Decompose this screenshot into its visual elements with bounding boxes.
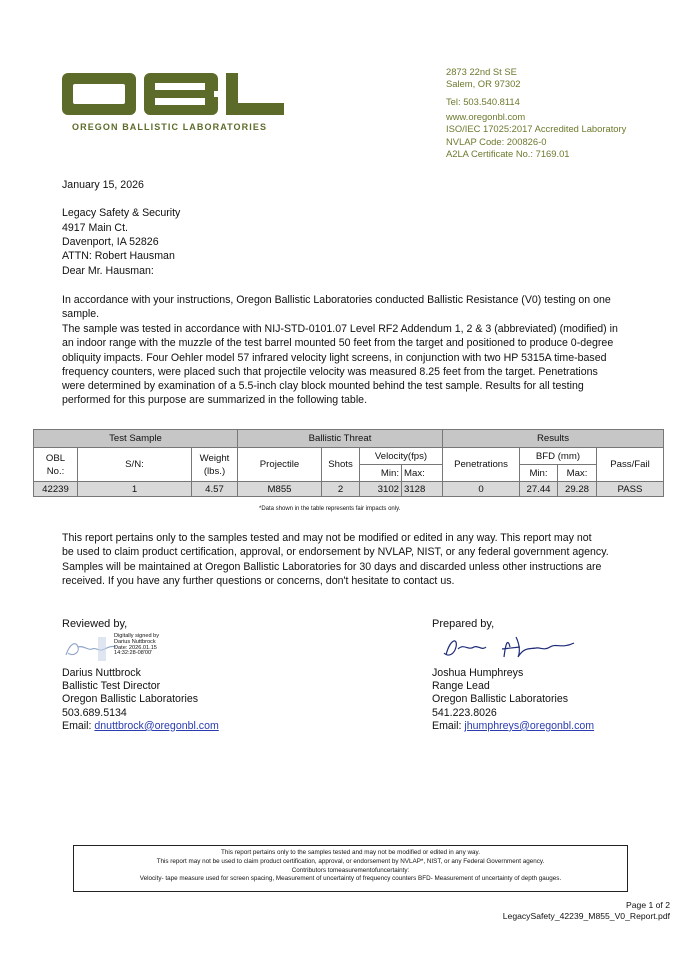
reviewer-digital-signature: Digitally signed by Darius Nuttbrock Date: 2026.01.15 14:32:28-08'00' xyxy=(114,633,160,657)
recipient-city: Davenport, IA 52826 xyxy=(62,236,159,248)
contact-street: 2873 22nd St SE xyxy=(446,66,517,77)
group-ballistic-threat: Ballistic Threat xyxy=(238,430,443,448)
method-line: frequency counters, were placed such that projectile velocity was measured 8.25 feet from the target. Penetrations xyxy=(62,365,598,378)
results-table xyxy=(33,429,664,497)
cell-velocity-max: 3128 xyxy=(402,482,443,497)
reviewer-block xyxy=(62,667,219,733)
cell-obl: 42239 xyxy=(34,482,78,497)
method-line: performed for this purpose are summarized in the following table. xyxy=(62,394,368,407)
salutation: Dear Mr. Hausman: xyxy=(62,265,154,277)
cell-bfd-min: 27.44 xyxy=(520,482,558,497)
header-weight: Weight (lbs.) xyxy=(192,448,238,482)
cell-velocity-min: 3102 xyxy=(360,482,402,497)
letter-date: January 15, 2026 xyxy=(62,179,144,191)
footer-line: Contributors tomeasurementofuncertainty: xyxy=(291,866,410,874)
page-footer xyxy=(503,900,670,922)
intro-line: sample. xyxy=(62,308,100,321)
closing-line: be used to claim product certification, approval, or endorsement by NVLAP, NIST, or any federal government agency. xyxy=(62,546,609,559)
preparer-block xyxy=(432,667,594,733)
header-obl: OBL No.: xyxy=(34,448,78,482)
contact-nvlap: NVLAP Code: 200826-0 xyxy=(446,136,547,147)
header-velocity-min: Min: xyxy=(360,465,402,482)
recipient-street: 4917 Main Ct. xyxy=(62,222,128,234)
header-projectile: Projectile xyxy=(238,448,322,482)
cell-penetrations: 0 xyxy=(443,482,520,497)
header-penetrations: Penetrations xyxy=(443,448,520,482)
preparer-signature xyxy=(440,633,580,663)
contact-tel: Tel: 503.540.8114 xyxy=(446,96,520,107)
table-header-row-1 xyxy=(34,448,664,465)
header-bfd-max: Max: xyxy=(558,465,597,482)
cell-weight: 4.57 xyxy=(192,482,238,497)
contact-city: Salem, OR 97302 xyxy=(446,78,521,89)
reviewer-title: Ballistic Test Director xyxy=(62,680,161,693)
method-line: The sample was tested in accordance with NIJ-STD-0101.07 Level RF2 Addendum 1, 2 & 3 (abbreviated) (modified) in xyxy=(62,323,618,335)
reviewer-email-link[interactable]: dnuttbrock@oregonbl.com xyxy=(94,719,219,732)
preparer-email-line: Email: jhumphreys@oregonbl.com xyxy=(432,719,595,732)
reviewer-signature xyxy=(62,635,122,663)
header-bfd: BFD (mm) xyxy=(520,448,597,465)
header-bfd-min: Min: xyxy=(520,465,558,482)
logo-letter-b xyxy=(144,73,220,115)
cell-result: PASS xyxy=(597,482,664,497)
preparer-name: Joshua Humphreys xyxy=(432,667,524,679)
header-velocity: Velocity(fps) xyxy=(360,448,443,465)
table-row xyxy=(34,482,664,497)
intro-paragraph xyxy=(62,293,642,322)
header-velocity-max: Max: xyxy=(402,465,443,482)
logo-tagline: OREGON BALLISTIC LABORATORIES xyxy=(72,122,268,132)
closing-paragraph xyxy=(62,531,642,588)
preparer-phone: 541.223.8026 xyxy=(432,706,497,719)
cell-shots: 2 xyxy=(322,482,360,497)
cell-sn: 1 xyxy=(78,482,192,497)
header-pass-fail: Pass/Fail xyxy=(597,448,664,482)
recipient-attn: ATTN: Robert Hausman xyxy=(62,250,175,262)
contact-accreditation: ISO/IEC 17025:2017 Accredited Laboratory xyxy=(446,123,627,134)
preparer-heading: Prepared by, xyxy=(432,618,495,630)
closing-line: This report pertains only to the samples tested and may not be modified or edited in any way. This report may not xyxy=(62,532,592,544)
method-paragraph xyxy=(62,322,642,408)
closing-line: Samples will be maintained at Oregon Ballistic Laboratories for 30 days and discarded unless other instructions are xyxy=(62,560,602,573)
closing-line: received. If you have any further questions or concerns, don't hesitate to contact us. xyxy=(62,574,455,587)
table-group-row xyxy=(34,430,664,448)
logo-letter-l xyxy=(226,73,284,115)
contact-a2la: A2LA Certificate No.: 7169.01 xyxy=(446,148,570,159)
method-line: obliquity impacts. Four Oehler model 57 infrared velocity light screens, in conjunction with two HP 5315A time-based xyxy=(62,351,607,364)
method-line: were determined by examination of a 5.5-inch clay block mounted behind the test sample. Results for all testing xyxy=(62,380,584,393)
group-test-sample: Test Sample xyxy=(34,430,238,448)
reviewer-heading: Reviewed by, xyxy=(62,618,128,630)
recipient-company: Legacy Safety & Security xyxy=(62,207,181,219)
preparer-email-link[interactable]: jhumphreys@oregonbl.com xyxy=(464,719,595,732)
footer-line: This report may not be used to claim product certification, approval, or endorsement by NVLAP*, NIST, or any Federal Government agency. xyxy=(156,857,545,865)
group-results: Results xyxy=(443,430,664,448)
page-number: Page 1 of 2 xyxy=(626,900,670,910)
footer-line: Velocity- tape measure used for screen spacing, Measurement of uncertainty of frequency counters BFD- Measurement of uncertainty of depth gauges. xyxy=(139,875,562,883)
footer-disclaimer-box xyxy=(73,845,628,892)
method-line: an indoor range with the muzzle of the test barrel mounted 50 feet from the target and positioned to produce 0-degree xyxy=(62,337,614,350)
table-note: *Data shown in the table represents fair impacts only. xyxy=(259,506,401,512)
contact-web[interactable]: www.oregonbl.com xyxy=(446,111,526,122)
intro-line: In accordance with your instructions, Oregon Ballistic Laboratories conducted Ballistic Resistance (V0) testing on one xyxy=(62,294,611,306)
header-shots: Shots xyxy=(322,448,360,482)
cell-projectile: M855 xyxy=(238,482,322,497)
preparer-title: Range Lead xyxy=(432,680,490,693)
reviewer-email-line: Email: dnuttbrock@oregonbl.com xyxy=(62,719,219,732)
preparer-org: Oregon Ballistic Laboratories xyxy=(432,693,569,706)
header-sn: S/N: xyxy=(78,448,192,482)
footer-line: This report pertains only to the samples tested and may not be modified or edited in any way. xyxy=(221,849,480,856)
reviewer-org: Oregon Ballistic Laboratories xyxy=(62,693,199,706)
reviewer-name: Darius Nuttbrock xyxy=(62,667,141,679)
file-name: LegacySafety_42239_M855_V0_Report.pdf xyxy=(502,911,670,921)
reviewer-phone: 503.689.5134 xyxy=(62,706,127,719)
cell-bfd-max: 29.28 xyxy=(558,482,597,497)
